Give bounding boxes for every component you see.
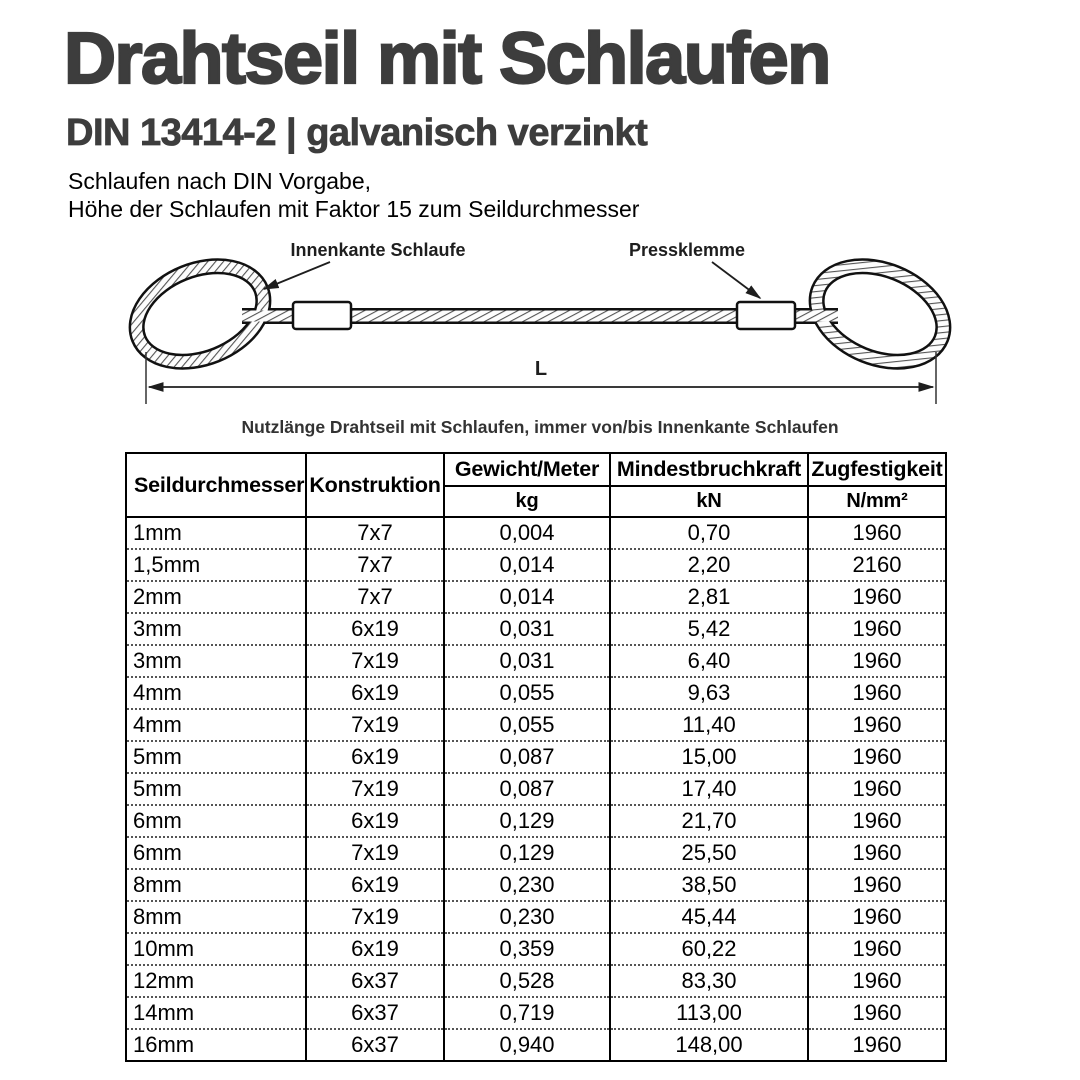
table-row (126, 709, 946, 741)
table-cell: 1960 (808, 869, 946, 901)
press-clamp-left (293, 302, 351, 329)
table-cell: 0,719 (444, 997, 610, 1029)
rope-diagram (0, 232, 1080, 422)
table-cell: 6mm (126, 805, 306, 837)
table-row (126, 805, 946, 837)
table-cell: 4mm (126, 677, 306, 709)
unit-kn: kN (610, 486, 808, 517)
table-cell: 5mm (126, 741, 306, 773)
table-cell: 1960 (852, 520, 902, 545)
table-cell: 1960 (808, 901, 946, 933)
table-cell: 0,940 (444, 1029, 610, 1061)
table-cell: 0,087 (444, 741, 610, 773)
table-cell: 7x19 (306, 645, 444, 677)
press-clamp-right (737, 302, 795, 329)
table-cell: 0,528 (444, 965, 610, 997)
table-cell: 6x37 (306, 1029, 444, 1061)
note-line-1: Schlaufen nach DIN Vorgabe, (68, 168, 372, 194)
table-cell: 21,70 (610, 805, 808, 837)
table-cell: 8mm (126, 869, 306, 901)
table-cell: 6x19 (306, 677, 444, 709)
table-cell: 83,30 (610, 965, 808, 997)
table-cell: 6x19 (306, 741, 444, 773)
table-cell: 6mm (126, 837, 306, 869)
table-cell: 2,81 (610, 581, 808, 613)
table-cell: 0,230 (444, 901, 610, 933)
table-cell: 0,004 (444, 517, 610, 549)
table-cell: 0,014 (444, 549, 610, 581)
table-cell: 0,087 (444, 773, 610, 805)
table-cell: 113,00 (610, 997, 808, 1029)
loop-label: Innenkante Schlaufe (290, 240, 466, 260)
table-cell: 0,031 (444, 645, 610, 677)
table-cell: 5,42 (610, 613, 808, 645)
table-cell: 6x19 (306, 613, 444, 645)
note-line-2: Höhe der Schlaufen mit Faktor 15 zum Seildurchmesser (68, 195, 640, 222)
table-cell: 6x37 (306, 965, 444, 997)
table-cell: 0,055 (444, 709, 610, 741)
table-cell: 7x19 (306, 773, 444, 805)
diagram-caption: Nutzlänge Drahtseil mit Schlaufen, immer von/bis Innenkante Schlaufen (241, 417, 839, 437)
table-cell: 6x19 (306, 933, 444, 965)
table-cell: 1960 (808, 837, 946, 869)
table-cell: 1960 (808, 773, 946, 805)
table-cell: 1,5mm (126, 549, 306, 581)
table-header (126, 453, 946, 517)
table-cell: 148,00 (610, 1029, 808, 1061)
spec-table (125, 452, 947, 1062)
table-cell: 10mm (126, 933, 306, 965)
loop-label-arrow (264, 262, 330, 289)
table-cell: 2mm (126, 581, 306, 613)
table-cell: 7x19 (306, 709, 444, 741)
table-cell: 15,00 (610, 741, 808, 773)
table-cell: 45,44 (610, 901, 808, 933)
header-zugfestigkeit: Zugfestigkeit (808, 453, 946, 486)
table-cell: 1960 (808, 997, 946, 1029)
table-row (126, 517, 946, 549)
table-row (126, 773, 946, 805)
page-subtitle: DIN 13414-2 | galvanisch verzinkt (66, 112, 648, 154)
table-cell: 0,055 (444, 677, 610, 709)
table-cell: 4mm (126, 709, 306, 741)
table-cell: 1960 (808, 965, 946, 997)
table-cell: 1960 (808, 933, 946, 965)
table-cell: 1960 (808, 645, 946, 677)
table-row (126, 645, 946, 677)
table-row (126, 677, 946, 709)
table-cell: 0,031 (444, 613, 610, 645)
table-cell: 7x7 (306, 549, 444, 581)
table-cell: 1960 (808, 741, 946, 773)
header-konstruktion: Konstruktion (306, 453, 444, 517)
notes (68, 168, 639, 223)
table-cell: 0,129 (444, 837, 610, 869)
table-cell: 6x37 (306, 997, 444, 1029)
table-cell: 1960 (808, 1029, 946, 1061)
table-cell: 11,40 (610, 709, 808, 741)
table-body (126, 517, 946, 1061)
table-cell: 6x19 (306, 805, 444, 837)
table-cell: 1960 (808, 709, 946, 741)
table-cell: 1960 (808, 613, 946, 645)
table-cell: 5mm (126, 773, 306, 805)
table-cell: 16mm (126, 1029, 306, 1061)
table-cell: 2,20 (610, 549, 808, 581)
table-cell: 1960 (808, 677, 946, 709)
dimension-label: L (534, 358, 548, 380)
table-row (126, 901, 946, 933)
table-cell: 0,230 (444, 869, 610, 901)
table-row (126, 869, 946, 901)
table-cell: 6,40 (610, 645, 808, 677)
table-cell: 17,40 (610, 773, 808, 805)
header-seildurchmesser: Seildurchmesser (126, 453, 306, 517)
unit-nmm2: N/mm² (808, 486, 946, 517)
table-cell: 7x19 (306, 837, 444, 869)
table-row (126, 1029, 946, 1061)
table-cell: 1960 (808, 805, 946, 837)
table-cell: 1960 (808, 581, 946, 613)
table-row (126, 741, 946, 773)
table-row (126, 581, 946, 613)
table-cell: 9,63 (610, 677, 808, 709)
header-mindestbruchkraft: Mindestbruchkraft (610, 453, 808, 486)
table-row (126, 613, 946, 645)
spec-table-wrap (125, 452, 947, 1062)
table-cell: 7x19 (306, 901, 444, 933)
table-cell: 7x7 (306, 517, 444, 549)
table-cell: 25,50 (610, 837, 808, 869)
table-cell: 6x19 (306, 869, 444, 901)
page-title: Drahtseil mit Schlaufen (64, 19, 830, 99)
table-row (126, 837, 946, 869)
table-row (126, 549, 946, 581)
clamp-label-arrow (712, 262, 760, 298)
table-cell: 3mm (126, 613, 306, 645)
table-cell: 0,014 (444, 581, 610, 613)
table-cell: 7x7 (306, 581, 444, 613)
table-row (126, 933, 946, 965)
table-cell: 2160 (808, 549, 946, 581)
table-cell: 60,22 (610, 933, 808, 965)
clamp-label: Pressklemme (628, 240, 746, 260)
table-cell: 1mm (126, 517, 306, 549)
header-gewicht-meter: Gewicht/Meter (444, 453, 610, 486)
table-cell: 0,359 (444, 933, 610, 965)
table-cell: 38,50 (610, 869, 808, 901)
table-cell: 8mm (126, 901, 306, 933)
table-cell: 14mm (126, 997, 306, 1029)
table-cell: 3mm (126, 645, 306, 677)
unit-kg: kg (444, 486, 610, 517)
table-row (126, 997, 946, 1029)
table-cell: 0,129 (444, 805, 610, 837)
table-cell: 12mm (126, 965, 306, 997)
table-row (126, 965, 946, 997)
table-cell: 0,70 (610, 517, 808, 549)
